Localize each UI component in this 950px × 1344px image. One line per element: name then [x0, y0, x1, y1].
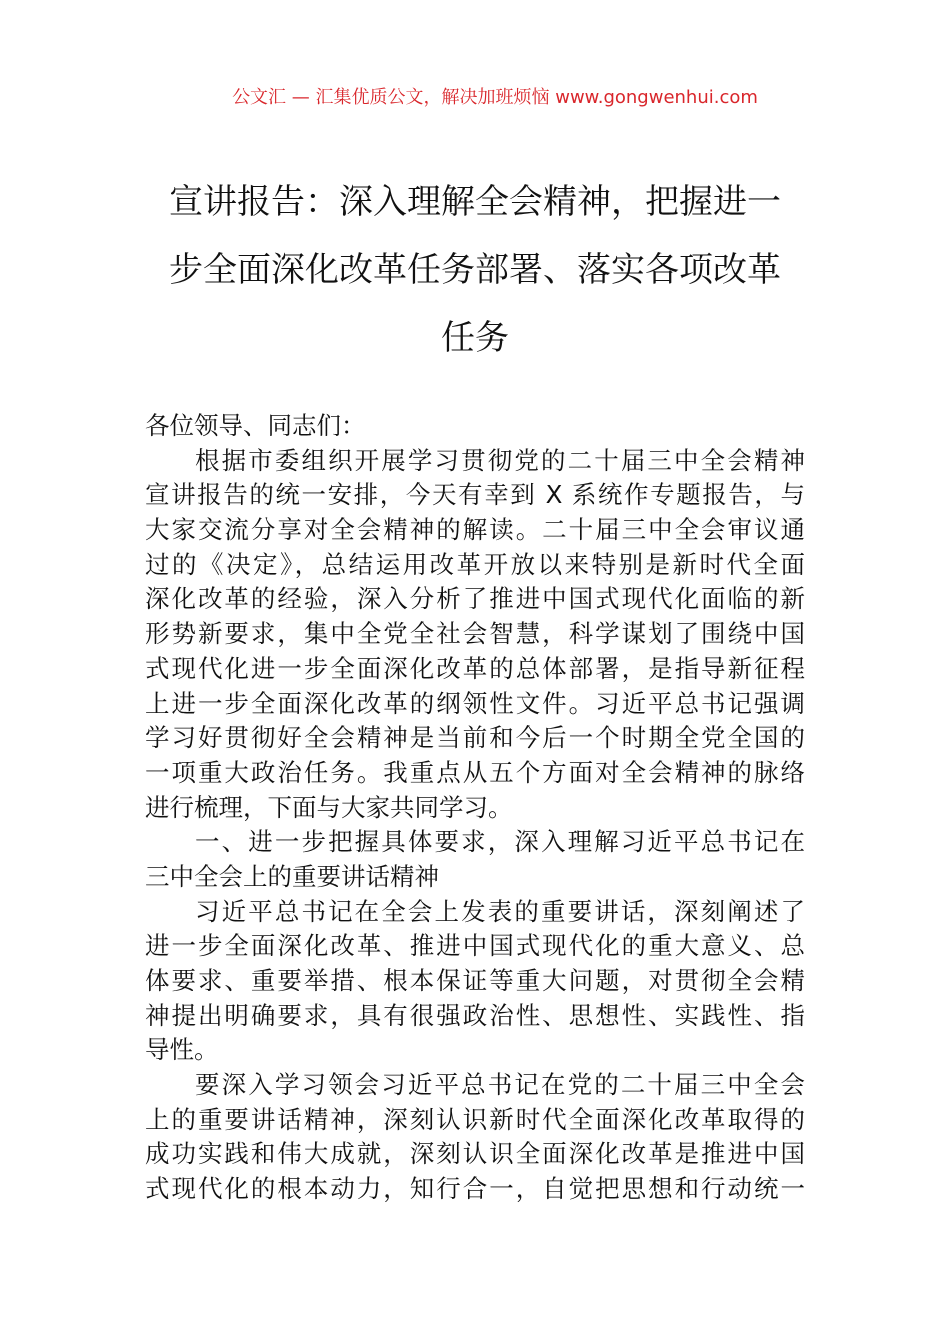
document-title [120, 168, 830, 372]
text-line: 一、进一步把握具体要求，深入理解习近平总书记在 [195, 827, 805, 857]
text-line: 导性。 [145, 1035, 219, 1065]
text-line: 过的《决定》，总结运用改革开放以来特别是新时代全面 [145, 549, 805, 579]
text-line: 三中全会上的重要讲话精神 [145, 861, 439, 891]
text-line: 一项重大政治任务。我重点从五个方面对全会精神的脉络 [145, 757, 805, 787]
text-line: 上进一步全面深化改革的纲领性文件。习近平总书记强调 [145, 688, 805, 718]
text-line: 成功实践和伟大成就，深刻认识全面深化改革是推进中国 [145, 1139, 805, 1169]
title-line: 宣讲报告：深入理解全会精神，把握进一 [169, 182, 781, 222]
title-line: 步全面深化改革任务部署、落实各项改革 [169, 250, 781, 290]
text-line: 各位领导、同志们： [145, 411, 366, 440]
title-line: 任务 [441, 318, 509, 358]
text-line: 深化改革的经验，深入分析了推进中国式现代化面临的新 [145, 584, 805, 614]
text-line: 式现代化进一步全面深化改革的总体部署，是指导新征程 [145, 653, 805, 683]
text-line: 大家交流分享对全会精神的解读。二十届三中全会审议通 [145, 515, 805, 545]
text-line: 根据市委组织开展学习贯彻党的二十届三中全会精神 [195, 445, 805, 475]
text-line: 学习好贯彻好全会精神是当前和今后一个时期全党全国的 [145, 723, 805, 753]
document-body [145, 409, 805, 1207]
text-line: 宣讲报告的统一安排，今天有幸到 X 系统作专题报告，与 [145, 480, 805, 510]
text-line: 要深入学习领会习近平总书记在党的二十届三中全会 [195, 1070, 805, 1100]
text-line: 进行梳理，下面与大家共同学习。 [145, 792, 513, 822]
text-line: 形势新要求，集中全党全社会智慧，科学谋划了围绕中国 [145, 619, 805, 649]
text-line: 神提出明确要求，具有很强政治性、思想性、实践性、指 [145, 1000, 805, 1030]
text-line: 体要求、重要举措、根本保证等重大问题，对贯彻全会精 [145, 966, 805, 995]
header-banner: 公文汇 — 汇集优质公文，解决加班烦恼 www.gongwenhui.com [232, 87, 758, 108]
text-line: 式现代化的根本动力，知行合一，自觉把思想和行动统一 [145, 1174, 805, 1204]
text-line: 习近平总书记在全会上发表的重要讲话，深刻阐述了 [195, 896, 805, 926]
text-line: 进一步全面深化改革、推进中国式现代化的重大意义、总 [145, 931, 805, 961]
text-line: 上的重要讲话精神，深刻认识新时代全面深化改革取得的 [145, 1104, 805, 1134]
